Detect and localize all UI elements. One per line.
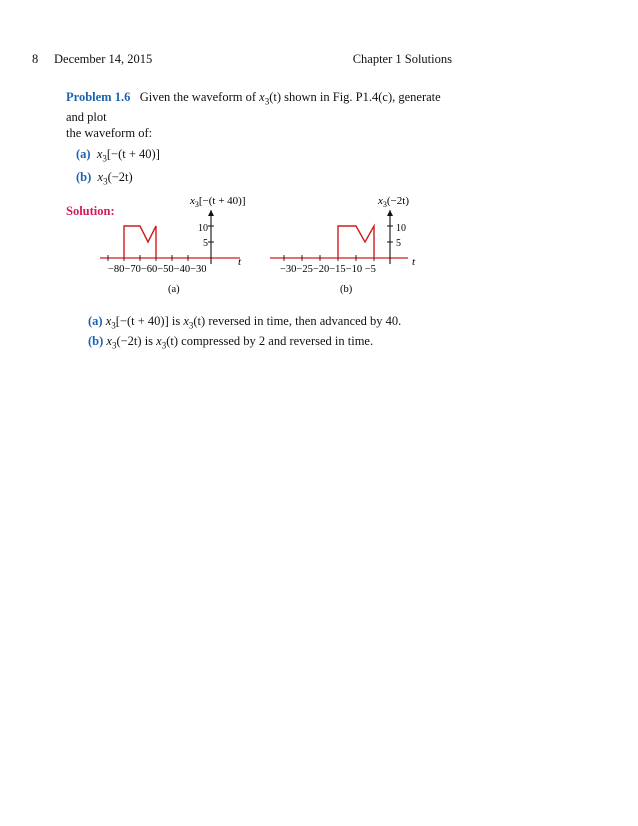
page-number: 8 [32,52,39,66]
answer-a-label: (a) [88,314,103,328]
solution-answers [88,314,428,353]
y-axis-arrow [387,210,393,216]
part-b-label: (b) [76,170,92,184]
answer-a [88,314,428,334]
waveform-line [338,226,374,258]
problem-text-c: the waveform of: [66,125,153,140]
answer-b-text: (−2t) is [116,333,157,348]
header-date: December 14, 2015 [54,52,153,66]
problem-x3: x [259,90,265,104]
answer-a-x2: x [183,314,189,328]
plot-a-ylabel: $x_3[-(t + 40)]$ [190,195,246,209]
plot-b-xlabel: t [412,256,416,268]
answer-b-text2: (t) compressed by 2 and reversed in time. [166,333,374,348]
plot-a-xticks: −80−70−60−50−40−30 [108,264,207,275]
answer-b-sub2: 3 [161,340,167,350]
plot-a-ytick-10: 10 [198,223,208,234]
waveform-line [124,226,156,258]
problem-statement [66,90,452,141]
plot-b [270,195,416,295]
plots-svg [90,186,430,306]
problem-sub3: 3 [264,96,270,107]
y-axis-arrow [208,210,214,216]
part-b-expr: (−2t) [107,170,133,184]
plot-a-ytick-5: 5 [203,238,208,249]
plot-b-ylabel: $x_3(-2t)$ [378,195,409,209]
problem-label: Problem 1.6 [66,90,131,104]
problem-part-a [76,147,452,167]
problem-text-a: Given the waveform of [139,90,260,104]
answer-a-sub2: 3 [188,320,194,331]
answer-a-text2: (t) reversed in time, then advanced by 40. [193,314,402,328]
answer-b-sub: 3 [111,340,117,350]
answer-b-label: (b) [88,333,104,348]
answer-a-sub: 3 [111,320,116,331]
part-b-sub: 3 [103,176,108,187]
answer-b-x2: x [156,333,162,348]
plot-a-axes [100,210,240,264]
solution-label: Solution: [66,204,115,218]
chapter-title: Chapter 1 Solutions [352,52,452,66]
plot-b-ytick-10: 10 [396,223,406,234]
plot-a [100,195,246,295]
plot-b-ytick-5: 5 [396,238,401,249]
plot-a-xlabel: t [238,256,242,268]
answer-b-x: x [106,333,112,348]
plot-b-axes [270,210,408,264]
part-a-expr: [−(t + 40)] [106,147,160,161]
problem-paren-t: (t) [269,90,281,104]
part-b-x: x [97,170,104,184]
solution-plots [90,186,430,306]
plot-b-caption: (b) [340,284,353,295]
answer-a-text: [−(t + 40)] is [115,314,184,328]
answer-a-x: x [105,314,112,328]
problem-text-b: shown in Fig. P1.4(c), generate and plot [66,90,441,124]
plot-a-caption: (a) [168,284,180,295]
part-a-sub: 3 [102,153,107,164]
answer-b [88,334,428,354]
plot-b-xticks: −30−25−20−15−10 −5 [280,264,376,275]
part-a-label: (a) [76,147,91,161]
part-a-x: x [96,147,103,161]
